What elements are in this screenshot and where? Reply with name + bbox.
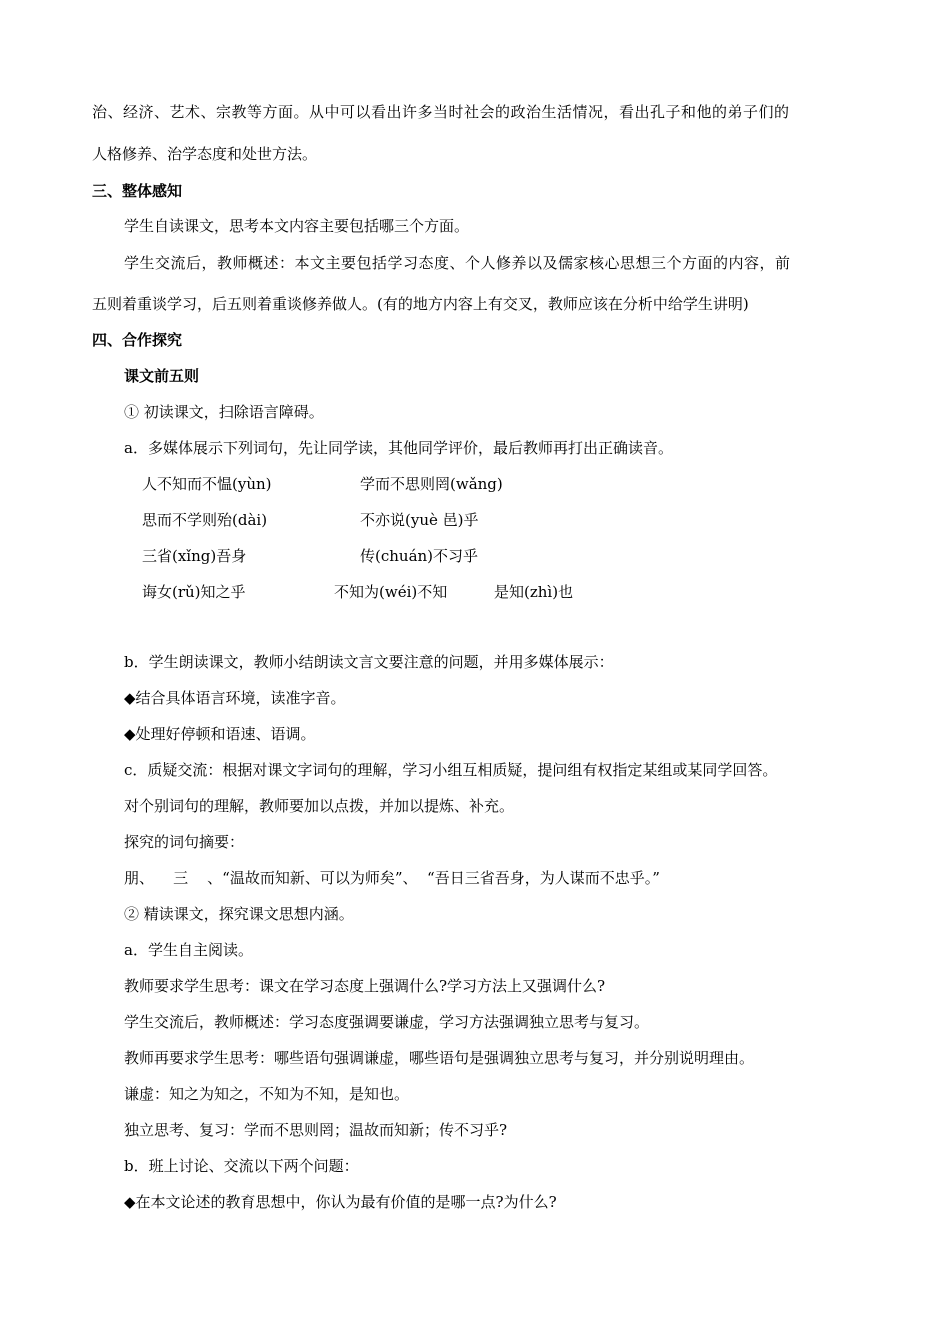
step-1: ① 初读课文，扫除语言障碍。 (124, 403, 324, 421)
pronunciation-item: 不知为(wéi)不知 (334, 583, 448, 601)
item-b2: b．班上讨论、交流以下两个问题： (124, 1157, 359, 1175)
intro-line-2: 人格修养、治学态度和处世方法。 (92, 145, 318, 163)
paragraph: 五则着重谈学习，后五则着重谈修养做人。(有的地方内容上有交叉，教师应该在分析中给学生讲明) (92, 295, 749, 313)
pronunciation-item: 人不知而不愠(yùn) (142, 475, 272, 493)
pronunciation-item: 传(chuán)不习乎 (360, 547, 479, 565)
paragraph: 学生交流后，教师概述：学习态度强调要谦虚，学习方法强调独立思考与复习。 (124, 1013, 650, 1031)
intro-line-1: 治、经济、艺术、宗教等方面。从中可以看出许多当时社会的政治生活情况，看出孔子和他的弟子们的 (92, 103, 790, 121)
item-b1: b．学生朗读课文，教师小结朗读文言文要注意的问题，并用多媒体展示： (124, 653, 614, 671)
bullet-item: ◆在本文论述的教育思想中，你认为最有价值的是哪一点?为什么? (124, 1193, 557, 1211)
pronunciation-item: 思而不学则殆(dài) (142, 511, 268, 529)
item-c1-continued: 对个别词句的理解，教师要加以点拨，并加以提炼、补充。 (124, 797, 515, 815)
item-a1: a．多媒体展示下列词句，先让同学读，其他同学评价，最后教师再打出正确读音。 (124, 439, 673, 457)
item-a2: a．学生自主阅读。 (124, 941, 253, 959)
summary-items: 朋、 三 、“温故而知新、可以为师矣”、 “吾日三省吾身，为人谋而不忠乎。” (124, 869, 660, 887)
pronunciation-item: 三省(xǐng)吾身 (142, 547, 247, 565)
subheading: 课文前五则 (124, 367, 200, 385)
pronunciation-item: 学而不思则罔(wǎng) (360, 475, 503, 493)
paragraph: 独立思考、复习：学而不思则罔；温故而知新；传不习乎? (124, 1121, 508, 1139)
bullet-item: ◆结合具体语言环境，读准字音。 (124, 689, 346, 707)
pronunciation-item: 诲女(rǔ)知之乎 (142, 583, 246, 601)
section-heading-4: 四、合作探究 (92, 331, 183, 349)
summary-label: 探究的词句摘要： (124, 833, 245, 851)
paragraph: 学生交流后，教师概述：本文主要包括学习态度、个人修养以及儒家核心思想三个方面的内容，前 (124, 254, 791, 272)
paragraph: 教师要求学生思考：课文在学习态度上强调什么?学习方法上又强调什么? (124, 977, 606, 995)
step-2: ② 精读课文，探究课文思想内涵。 (124, 905, 354, 923)
paragraph: 教师再要求学生思考：哪些语句强调谦虚，哪些语句是强调独立思考与复习，并分别说明理由。 (124, 1049, 755, 1067)
section-heading-3: 三、整体感知 (92, 182, 183, 200)
paragraph: 学生自读课文，思考本文内容主要包括哪三个方面。 (124, 217, 470, 235)
item-c1: c．质疑交流：根据对课文字词句的理解，学习小组互相质疑，提问组有权指定某组或某同学回答。 (124, 761, 778, 779)
bullet-item: ◆处理好停顿和语速、语调。 (124, 725, 316, 743)
paragraph: 谦虚：知之为知之，不知为不知，是知也。 (124, 1085, 410, 1103)
pronunciation-item: 是知(zhì)也 (494, 583, 574, 601)
pronunciation-item: 不亦说(yuè 邑)乎 (360, 511, 479, 529)
